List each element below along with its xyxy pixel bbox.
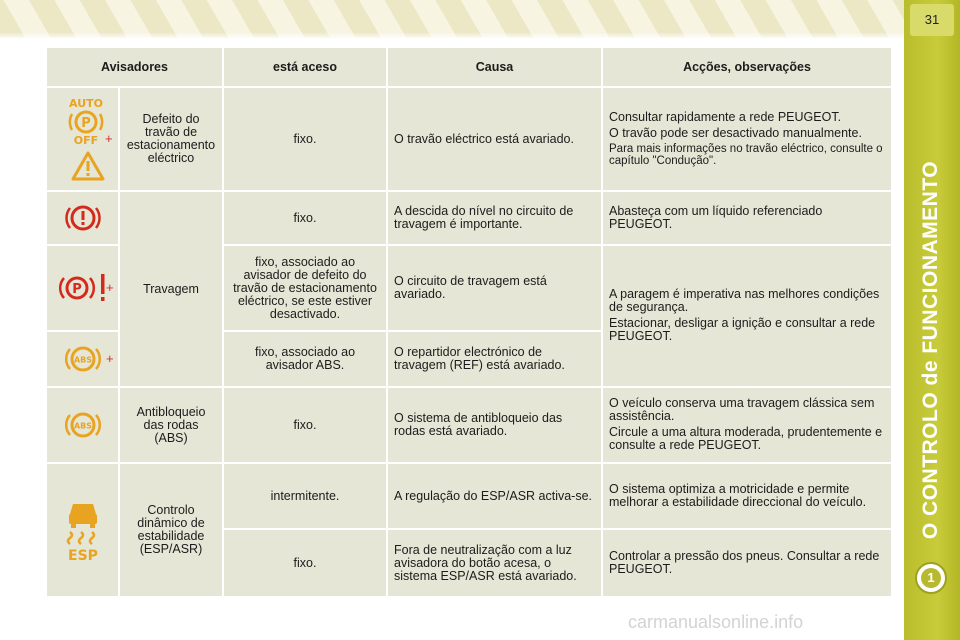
action-text: Controlar a pressão dos pneus. Consultar a rede PEUGEOT. xyxy=(609,548,880,576)
indicator-icons xyxy=(46,463,119,597)
cause-text: A regulação do ESP/ASR activa-se. xyxy=(387,463,602,529)
warning-triangle-icon xyxy=(71,150,105,182)
table-row xyxy=(46,463,892,529)
chapter-title: O CONTROLO de FUNCIONAMENTO xyxy=(919,160,942,540)
plus-sign: + xyxy=(105,131,113,146)
actions-cell xyxy=(602,387,892,463)
cause-text: A descida do nível no circuito de travagem é importante. xyxy=(387,191,602,245)
abs-label-icon-text: ABS xyxy=(73,421,92,431)
action-text: A paragem é imperativa nas melhores condições de segurança. xyxy=(609,287,880,314)
plus-sign: + xyxy=(106,351,114,366)
auto-label-icon-text: AUTO xyxy=(69,97,103,110)
page-number: 31 xyxy=(910,4,954,36)
cause-text: Fora de neutralização com a luz avisadora do botão acesa, o sistema ESP/ASR está avariado. xyxy=(387,529,602,597)
indicator-name: Controlo dinâmico de estabilidade (ESP/ASR) xyxy=(119,463,223,597)
table-row xyxy=(46,191,892,245)
cause-text: O circuito de travagem está avariado. xyxy=(387,245,602,331)
table-row xyxy=(46,87,892,191)
indicator-name: Defeito do travão de estacionamento eléctrico xyxy=(119,87,223,191)
off-label-icon-text: OFF xyxy=(73,134,99,146)
table-row xyxy=(46,387,892,463)
abs-icon xyxy=(63,342,103,376)
indicator-icons xyxy=(46,191,119,245)
indicator-icons xyxy=(46,87,119,191)
abs-label-icon-text: ABS xyxy=(73,355,93,365)
header-band xyxy=(0,0,904,38)
actions-cell xyxy=(602,529,892,597)
indicator-name: Travagem xyxy=(119,191,223,387)
watermark: carmanualsonline.info xyxy=(628,612,804,632)
table-header-row xyxy=(46,47,892,87)
actions-cell xyxy=(602,245,892,387)
header-state: está aceso xyxy=(223,47,387,87)
p-letter-icon-text: P xyxy=(72,282,82,297)
state-text: fixo, associado ao avisador ABS. xyxy=(223,331,387,387)
action-text: O travão pode ser desactivado manualmente. xyxy=(609,125,862,140)
chapter-number: 1 xyxy=(921,568,941,588)
actions-cell xyxy=(602,463,892,529)
abs-icon xyxy=(63,408,103,442)
action-text: Estacionar, desligar a ignição e consultar a rede PEUGEOT. xyxy=(609,316,876,343)
state-text: fixo. xyxy=(223,87,387,191)
cause-text: O sistema de antibloqueio das rodas está avariado. xyxy=(387,387,602,463)
action-text: O sistema optimiza a motricidade e permite melhorar a estabilidade direccional do veículo. xyxy=(609,481,867,509)
state-text: intermitente. xyxy=(223,463,387,529)
action-text: O veículo conserva uma travagem clássica sem assistência. xyxy=(609,396,875,423)
action-text: Circule a uma altura moderada, prudentemente e consulte a rede PEUGEOT. xyxy=(609,425,883,452)
action-text: Abasteça com um líquido referenciado PEUGEOT. xyxy=(609,203,823,231)
actions-cell xyxy=(602,87,892,191)
plus-sign: + xyxy=(106,280,114,295)
esp-label-icon-text: ESP xyxy=(67,548,98,562)
indicator-icons xyxy=(46,245,119,331)
state-text: fixo. xyxy=(223,387,387,463)
actions-cell xyxy=(602,191,892,245)
header-actions: Acções, observações xyxy=(602,47,892,87)
p-letter-icon-text: P xyxy=(81,116,91,131)
cause-text: O travão eléctrico está avariado. xyxy=(387,87,602,191)
state-text: fixo. xyxy=(223,191,387,245)
action-text: Para mais informações no travão eléctrico, consulte o capítulo "Condução". xyxy=(609,142,883,167)
state-text: fixo. xyxy=(223,529,387,597)
action-text: Consultar rapidamente a rede PEUGEOT. xyxy=(609,109,842,124)
indicator-name: Antibloqueio das rodas (ABS) xyxy=(119,387,223,463)
header-indicators: Avisadores xyxy=(46,47,223,87)
indicator-icons xyxy=(46,331,119,387)
state-text: fixo, associado ao avisador de defeito do travão de estacionamento eléctrico, se este estiver desactivado. xyxy=(223,245,387,331)
chapter-badge xyxy=(915,562,947,594)
warning-lights-table xyxy=(45,46,893,598)
cause-text: O repartidor electrónico de travagem (REF) está avariado. xyxy=(387,331,602,387)
brake-warning-icon xyxy=(63,200,103,236)
indicator-icons xyxy=(46,387,119,463)
esp-icon xyxy=(61,498,105,562)
header-cause: Causa xyxy=(387,47,602,87)
parking-brake-warning-icon xyxy=(59,271,111,305)
